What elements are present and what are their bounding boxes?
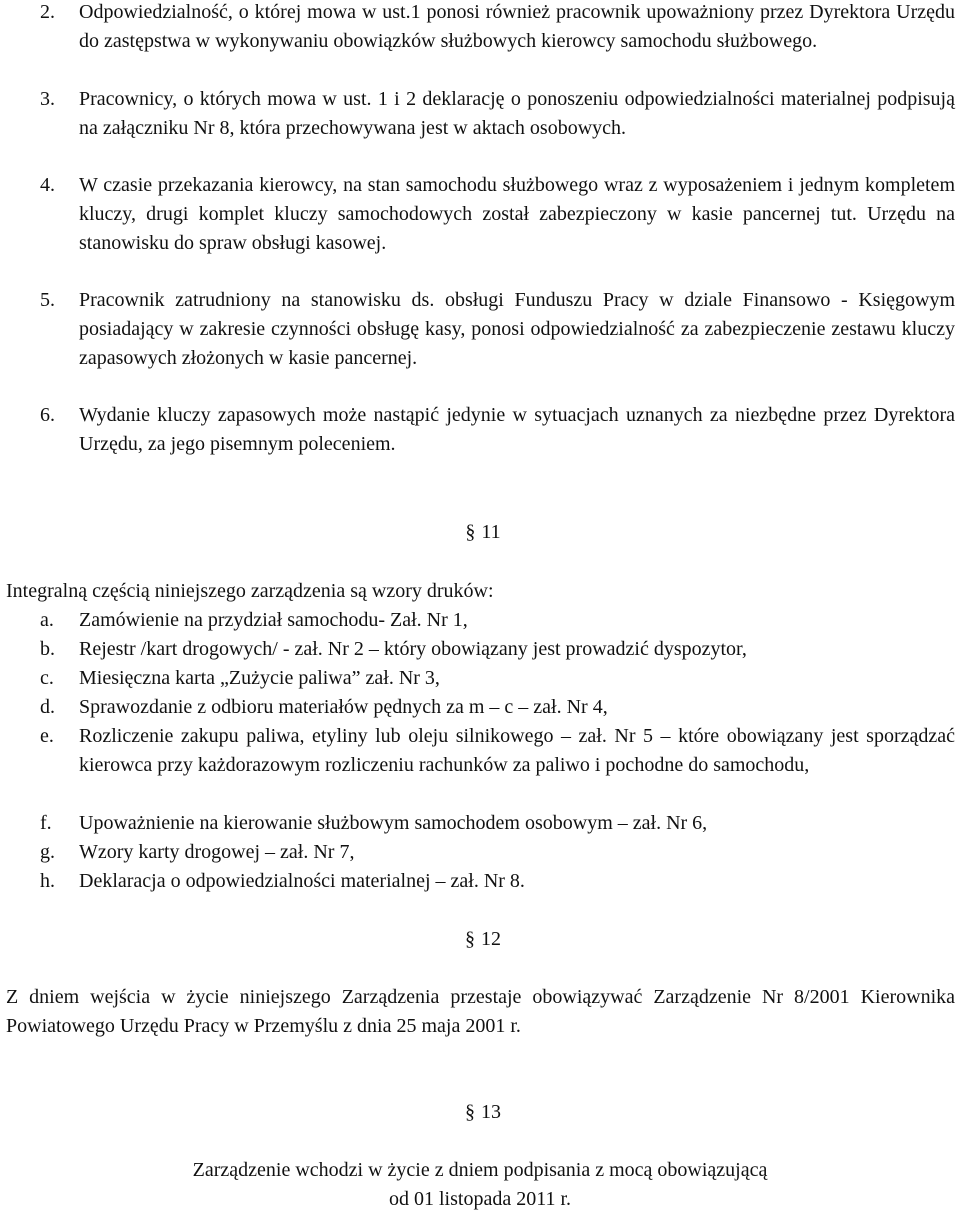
- section-13-line-1: Zarządzenie wchodzi w życie z dniem podpisania z mocą obowiązującą: [192, 1159, 768, 1181]
- list-text: Miesięczna karta „Zużycie paliwa” zał. Nr 3,: [79, 667, 440, 689]
- list-text: W czasie przekazania kierowcy, na stan samochodu służbowego wraz z wyposażeniem i jednym kompletem kluczy, drugi komplet kluczy samochodowych został zabezpieczony w kasie pancernej tut. Urzędu na stanowisku do spraw obsługi kasowej.: [79, 174, 955, 254]
- section-13-line-2: od 01 listopada 2011 r.: [388, 1188, 572, 1210]
- section-number: 12: [481, 928, 501, 950]
- section-heading-11: [0, 518, 960, 547]
- list-text: Upoważnienie na kierowanie służbowym samochodem osobowym – zał. Nr 6,: [79, 812, 708, 834]
- list-letter: a.: [40, 609, 54, 631]
- list-number: 6.: [40, 404, 55, 426]
- list-text: Odpowiedzialność, o której mowa w ust.1 ponosi również pracownik upoważniony przez Dyrektora Urzędu do zastępstwa w wykonywaniu obowiązków służbowych kierowcy samochodu służbowego.: [79, 1, 955, 52]
- list-letter: c.: [40, 667, 54, 689]
- list-text: Wydanie kluczy zapasowych może nastąpić jedynie w sytuacjach uznanych za niezbędne przez Dyrektora Urzędu, za jego pisemnym poleceniem.: [79, 404, 955, 455]
- list-number: 5.: [40, 289, 55, 311]
- list-text: Pracownik zatrudniony na stanowisku ds. obsługi Funduszu Pracy w dziale Finansowo - Księgowym posiadający w zakresie czynności obsługę kasy, ponosi odpowiedzialność za zabezpieczenie zestawu kluczy zapasowych złożonych w kasie pancernej.: [79, 289, 955, 369]
- list-letter: e.: [40, 725, 54, 747]
- list-letter: g.: [40, 841, 55, 863]
- section-symbol: §: [465, 521, 476, 543]
- section-12-text: Z dniem wejścia w życie niniejszego Zarządzenia przestaje obowiązywać Zarządzenie Nr 8/2001 Kierownika Powiatowego Urzędu Pracy w Przemyślu z dnia 25 maja 2001 r.: [6, 986, 955, 1037]
- list-letter: b.: [40, 638, 55, 660]
- list-text: Wzory karty drogowej – zał. Nr 7,: [79, 841, 355, 863]
- section-number: 13: [481, 1101, 501, 1123]
- list-number: 2.: [40, 1, 55, 23]
- section-symbol: §: [465, 928, 475, 950]
- list-text: Rejestr /kart drogowych/ - zał. Nr 2 – który obowiązany jest prowadzić dyspozytor,: [79, 638, 747, 660]
- section-number: 11: [481, 521, 501, 543]
- section-symbol: §: [465, 1101, 475, 1123]
- list-text: Pracownicy, o których mowa w ust. 1 i 2 deklarację o ponoszeniu odpowiedzialności materialnej podpisują na załączniku Nr 8, która przechowywana jest w aktach osobowych.: [79, 88, 955, 139]
- list-text: Zamówienie na przydział samochodu- Zał. Nr 1,: [79, 609, 468, 631]
- list-text: Rozliczenie zakupu paliwa, etyliny lub oleju silnikowego – zał. Nr 5 – które obowiązany jest sporządzać kierowca przy każdorazowym rozliczeniu rachunków za paliwo i pochodne do samochodu,: [79, 725, 955, 776]
- section-heading-12: [0, 925, 960, 954]
- list-text: Sprawozdanie z odbioru materiałów pędnych za m – c – zał. Nr 4,: [79, 696, 608, 718]
- section-11-intro: Integralną częścią niniejszego zarządzenia są wzory druków:: [6, 580, 494, 602]
- list-text: Deklaracja o odpowiedzialności materialnej – zał. Nr 8.: [79, 870, 525, 892]
- list-number: 3.: [40, 88, 55, 110]
- list-number: 4.: [40, 174, 55, 196]
- section-heading-13: [0, 1098, 960, 1127]
- list-letter: d.: [40, 696, 55, 718]
- list-letter: h.: [40, 870, 55, 892]
- list-letter: f.: [40, 812, 52, 834]
